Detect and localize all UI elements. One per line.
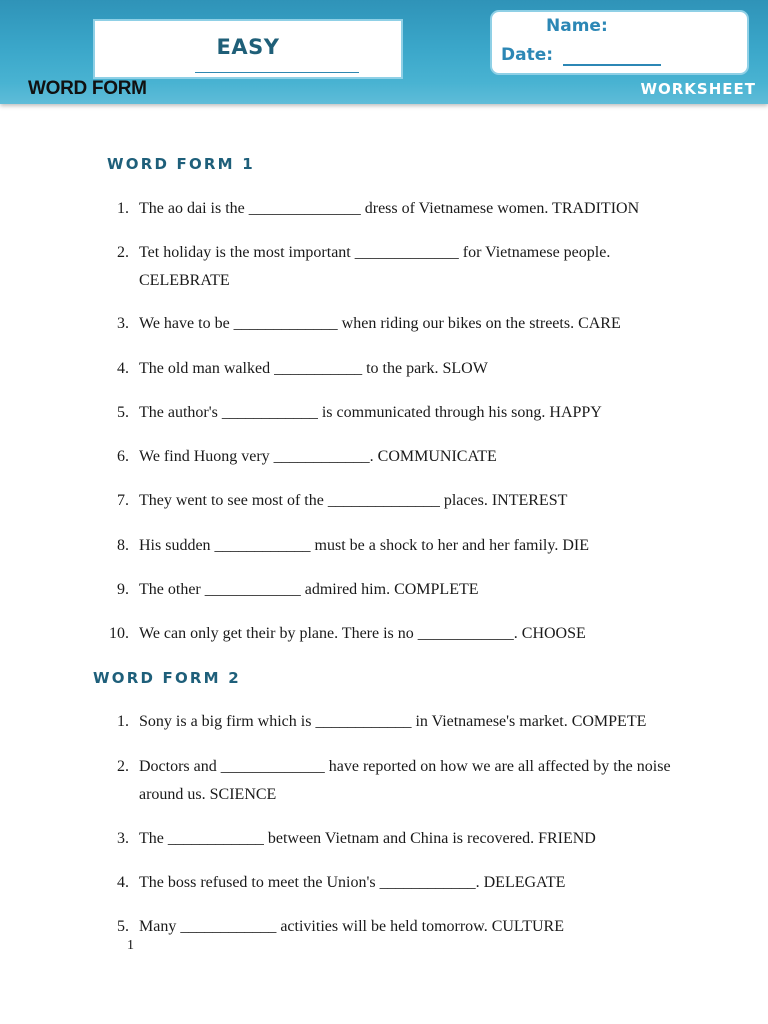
list-item <box>113 310 693 338</box>
section-title-word-form-1: WORD FORM 1 <box>107 155 255 173</box>
item-text: Doctors and _____________ have reported on how we are all affected by the noise around us. SCIENCE <box>139 758 671 803</box>
item-number: 4. <box>117 874 129 891</box>
item-number: 2. <box>117 244 129 261</box>
item-text: The ____________ between Vietnam and China is recovered. FRIEND <box>139 830 596 847</box>
item-number: 9. <box>117 581 129 598</box>
list-item <box>113 532 693 560</box>
date-blank-line <box>563 64 661 66</box>
item-text: The old man walked ___________ to the park. SLOW <box>139 360 488 377</box>
item-number: 1. <box>117 713 129 730</box>
item-number: 7. <box>117 492 129 509</box>
item-text: His sudden ____________ must be a shock to her and her family. DIE <box>139 537 589 554</box>
date-label: Date: <box>501 45 554 65</box>
item-text: The ao dai is the ______________ dress of Vietnamese women. TRADITION <box>139 200 640 217</box>
worksheet-header <box>0 0 768 104</box>
page-number: 1 <box>127 938 134 953</box>
list-item <box>113 355 693 383</box>
item-number: 8. <box>117 537 129 554</box>
item-number: 4. <box>117 360 129 377</box>
list-item <box>113 753 693 809</box>
item-text: The author's ____________ is communicated through his song. HAPPY <box>139 404 602 421</box>
item-text: The boss refused to meet the Union's ____________. DELEGATE <box>139 874 566 891</box>
list-item <box>113 239 693 295</box>
item-number: 6. <box>117 448 129 465</box>
item-number: 3. <box>117 315 129 332</box>
list-item <box>113 825 693 853</box>
item-number: 5. <box>117 404 129 421</box>
list-item <box>113 869 693 897</box>
list-item <box>113 399 693 427</box>
item-text: The other ____________ admired him. COMPLETE <box>139 581 479 598</box>
level-box <box>93 19 403 79</box>
list-item <box>113 913 693 941</box>
list-item <box>113 195 693 223</box>
item-number: 3. <box>117 830 129 847</box>
item-text: We can only get their by plane. There is no ____________. CHOOSE <box>139 625 586 642</box>
item-text: We have to be _____________ when riding our bikes on the streets. CARE <box>139 315 621 332</box>
item-text: Sony is a big firm which is ____________ in Vietnamese's market. COMPETE <box>139 713 647 730</box>
name-date-box <box>490 10 749 75</box>
item-text: They went to see most of the ______________ places. INTEREST <box>139 492 568 509</box>
item-number: 10. <box>109 625 129 642</box>
item-number: 2. <box>117 758 129 775</box>
section-title-word-form-2: WORD FORM 2 <box>93 669 241 687</box>
list-item <box>113 487 693 515</box>
list-item <box>113 576 693 604</box>
item-text: Tet holiday is the most important _____________ for Vietnamese people. CELEBRATE <box>139 244 611 289</box>
level-underline <box>195 72 359 73</box>
header-left-title: WORD FORM <box>28 78 147 99</box>
list-item <box>113 708 693 736</box>
item-number: 5. <box>117 918 129 935</box>
header-right-title: WORKSHEET <box>640 80 756 98</box>
list-item <box>109 620 693 648</box>
level-label: EASY <box>216 35 280 59</box>
list-item <box>113 443 693 471</box>
item-number: 1. <box>117 200 129 217</box>
item-text: We find Huong very ____________. COMMUNICATE <box>139 448 497 465</box>
item-text: Many ____________ activities will be held tomorrow. CULTURE <box>139 918 564 935</box>
name-label: Name: <box>546 16 608 36</box>
